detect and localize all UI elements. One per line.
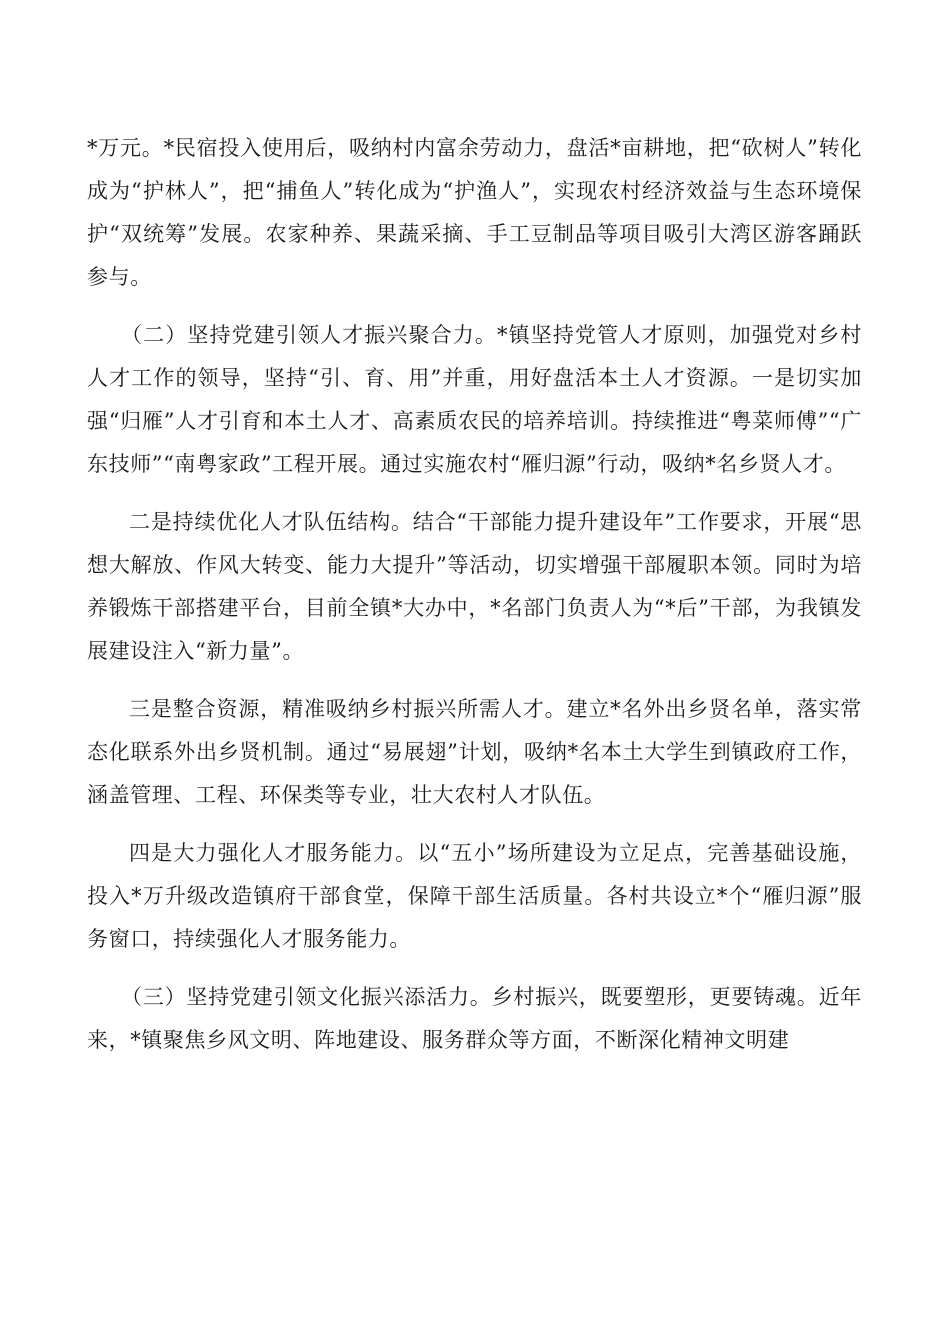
paragraph-section-3-heading: （三）坚持党建引领文化振兴添活力。乡村振兴，既要塑形，更要铸魂。近年来，*镇聚焦乡风文明、阵地建设、服务群众等方面，不断深化精神文明建: [87, 985, 862, 1052]
document-body: [87, 127, 862, 1077]
paragraph-point-4: 四是大力强化人才服务能力。以“五小”场所建设为立足点，完善基础设施，投入*万升级改造镇府干部食堂，保障干部生活质量。各村共设立*个“雁归源”服务窗口，持续强化人才服务能力。: [87, 841, 862, 951]
paragraph-point-3: 三是整合资源，精准吸纳乡村振兴所需人才。建立*名外出乡贤名单，落实常态化联系外出乡贤机制。通过“易展翅”计划，吸纳*名本土大学生到镇政府工作，涵盖管理、工程、环保类等专业，壮大农村人才队伍。: [87, 697, 862, 807]
paragraph-continuation: *万元。*民宿投入使用后，吸纳村内富余劳动力，盘活*亩耕地，把“砍树人”转化成为“护林人”，把“捕鱼人”转化成为“护渔人”，实现农村经济效益与生态环境保护“双统筹”发展。农家种养、果蔬采摘、手工豆制品等项目吸引大湾区游客踊跃参与。: [87, 136, 862, 289]
paragraph-section-2-heading: （二）坚持党建引领人才振兴聚合力。*镇坚持党管人才原则，加强党对乡村人才工作的领导，坚持“引、育、用”并重，用好盘活本土人才资源。一是切实加强“归雁”人才引育和本土人才、高素质农民的培养培训。持续推进“粤菜师傅”“广东技师”“南粤家政”工程开展。通过实施农村“雁归源”行动，吸纳*名乡贤人才。: [87, 323, 862, 476]
paragraph-point-2: 二是持续优化人才队伍结构。结合“干部能力提升建设年”工作要求，开展“思想大解放、作风大转变、能力大提升”等活动，切实增强干部履职本领。同时为培养锻炼干部搭建平台，目前全镇*大办中，*名部门负责人为“*后”干部，为我镇发展建设注入“新力量”。: [87, 510, 862, 663]
